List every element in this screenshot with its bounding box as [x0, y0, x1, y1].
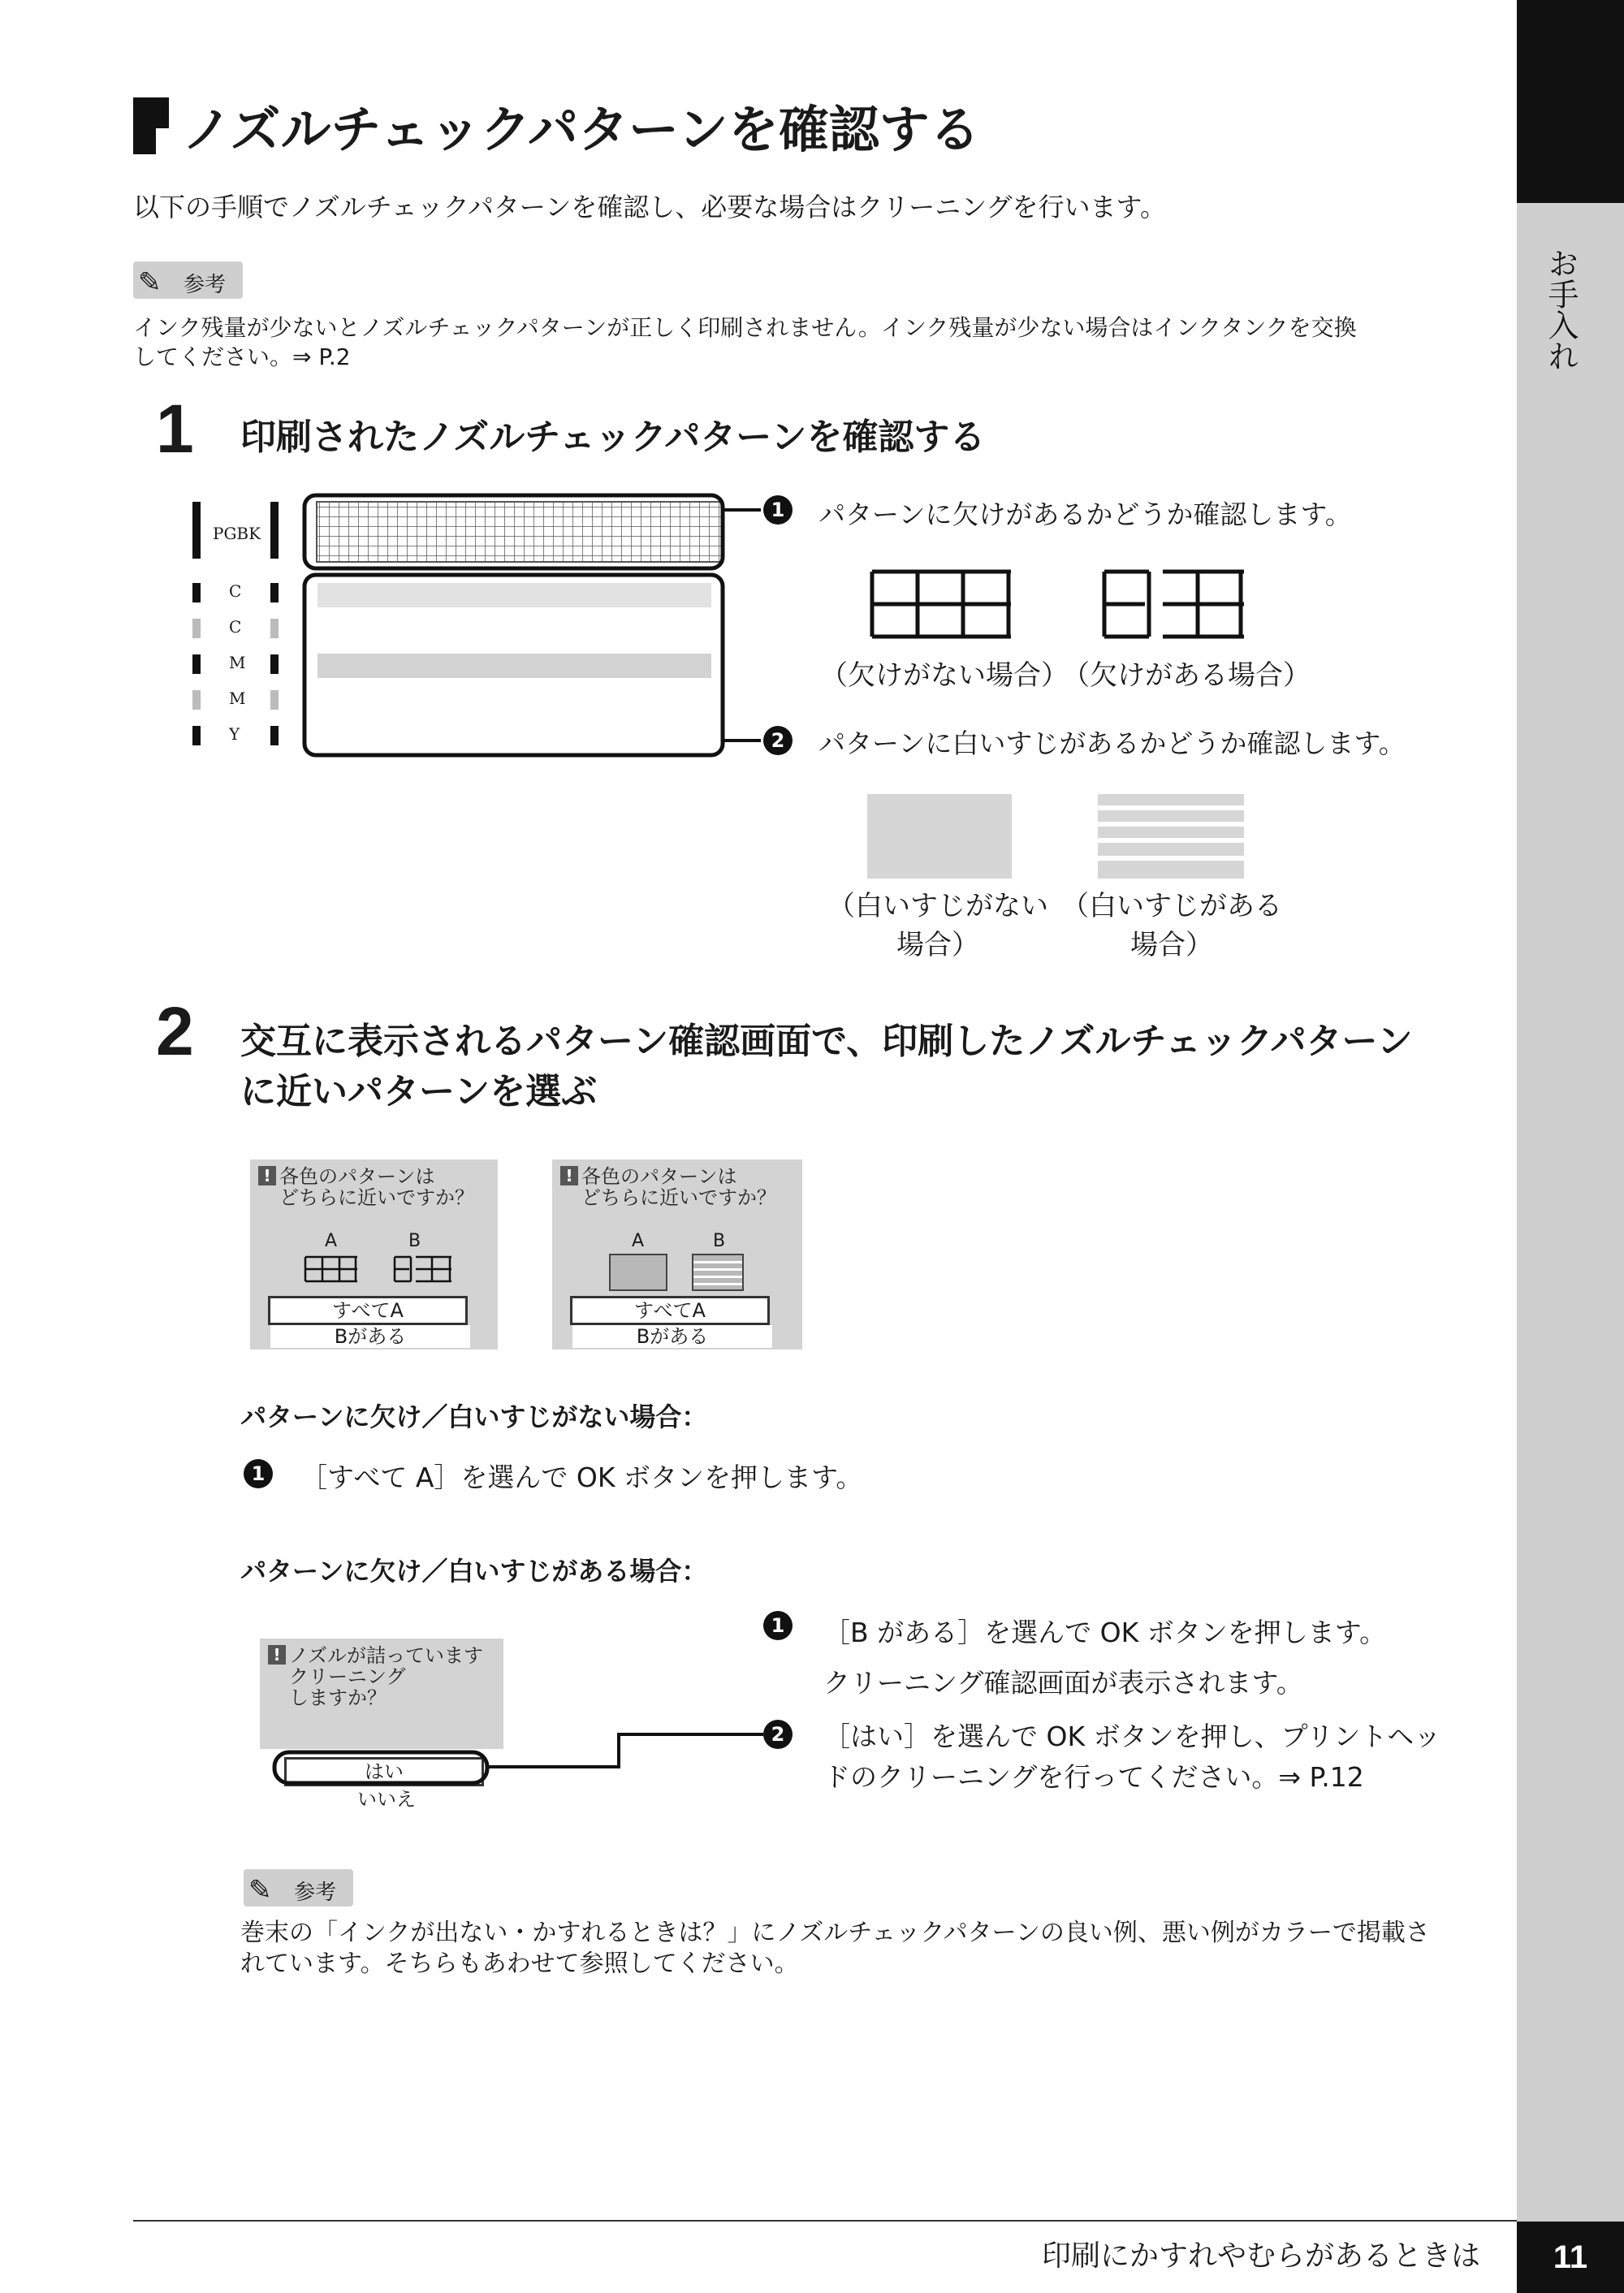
case-ng-1-line: ［B がある］を選んで OK ボタンを押します。	[823, 1617, 1387, 1648]
note-badge	[133, 261, 243, 299]
option-no[interactable]: いいえ	[287, 1788, 486, 1811]
lcd-screen-streak	[552, 1159, 802, 1349]
footer-divider	[133, 2220, 1517, 2222]
color-label-pgbk: PGBK	[213, 524, 261, 543]
caption-line: （白いすじがない	[827, 890, 1048, 922]
caption-streak	[1054, 887, 1289, 965]
step-number: 2	[156, 993, 194, 1069]
point-1-marker: 1	[763, 495, 793, 525]
note-badge-label: 参考	[184, 273, 227, 297]
caption-no-streak	[820, 887, 1056, 965]
footer-section-title: 印刷にかすれやむらがあるときは	[1042, 2239, 1481, 2273]
case-ng-1-marker: 1	[763, 1611, 793, 1640]
step-title: 印刷されたノズルチェックパターンを確認する	[240, 417, 986, 458]
caption-line: （白いすじがある	[1061, 890, 1282, 922]
caption-line: 場合）	[1130, 929, 1213, 961]
label-b: B	[408, 1231, 421, 1251]
step-title-line: に近いパターンを選ぶ	[240, 1071, 598, 1112]
note-line: 巻末の「インクが出ない・かすれるときは？」にノズルチェックパターンの良い例、悪い例がカラーで掲載さ	[240, 1919, 1430, 1947]
lcd-message	[258, 1166, 474, 1208]
lcd-message-line: どちらに近いですか？	[581, 1186, 776, 1209]
caption-gap: （欠けがある場合）	[1062, 659, 1311, 692]
lead-text: 以下の手順でノズルチェックパターンを確認し、必要な場合はクリーニングを行います。	[133, 192, 1167, 222]
color-label-m: M	[229, 653, 246, 672]
lcd-message-line: どちらに近いですか？	[279, 1186, 474, 1209]
color-label-c: C	[229, 581, 242, 601]
point-2-text: パターンに白いすじがあるかどうか確認します。	[818, 728, 1406, 759]
case-ok-marker: 1	[244, 1459, 273, 1488]
exclamation-icon: !	[268, 1645, 286, 1665]
step-number: 1	[156, 391, 194, 467]
sidebar-tab-label: お手入れ	[1543, 248, 1579, 371]
streak-icon	[692, 1254, 744, 1291]
note-text	[133, 313, 1514, 372]
streak-sample	[1098, 794, 1244, 879]
gap-examples	[869, 568, 1259, 641]
case-ng-1-text	[823, 1608, 1386, 1708]
lcd-message-line: しますか？	[289, 1686, 387, 1709]
paperclip-icon: ✎	[248, 1874, 272, 1907]
title-mark-icon-top	[156, 97, 169, 128]
exclamation-icon: !	[560, 1166, 578, 1185]
connector-figure	[268, 1624, 804, 1803]
case-ng-heading: パターンに欠け／白いすじがある場合：	[240, 1556, 708, 1587]
option-b-present[interactable]: Bがある	[572, 1325, 772, 1348]
case-ng-2-line: ［はい］を選んで OK ボタンを押し、プリントヘッ	[823, 1721, 1441, 1752]
color-label-c-light: C	[229, 617, 242, 637]
label-b: B	[713, 1231, 726, 1251]
note-line: してください。⇒ P.2	[133, 343, 351, 370]
option-all-a[interactable]: すべてA	[268, 1296, 468, 1325]
note-badge-label: 参考	[294, 1881, 337, 1905]
label-a: A	[632, 1231, 645, 1251]
exclamation-icon: !	[258, 1166, 276, 1185]
note-badge	[244, 1869, 353, 1907]
color-label-y: Y	[229, 724, 240, 744]
step-title	[240, 1017, 1413, 1117]
option-yes[interactable]: はい	[284, 1757, 484, 1786]
option-b-present[interactable]: Bがある	[270, 1325, 470, 1348]
paperclip-icon: ✎	[138, 266, 162, 299]
sidebar-block	[1517, 0, 1624, 203]
point-2-marker: 2	[763, 726, 793, 755]
no-streak-icon	[609, 1254, 667, 1291]
lcd-message-line: 各色のパターンは	[581, 1165, 737, 1188]
note-text	[240, 1918, 1507, 1980]
case-ng-2-line: ドのクリーニングを行ってください。⇒ P.12	[823, 1761, 1364, 1793]
page-number: 11	[1517, 2222, 1624, 2293]
caption-line: 場合）	[896, 929, 979, 961]
lcd-message-line: 各色のパターンは	[279, 1165, 435, 1188]
lcd-screen-gap	[250, 1159, 498, 1349]
color-label-m-light: M	[229, 689, 246, 708]
no-streak-sample	[867, 794, 1012, 879]
title-mark-icon	[133, 97, 156, 154]
case-ng-1-line: クリーニング確認画面が表示されます。	[823, 1667, 1303, 1699]
lcd-message-line: クリーニング	[289, 1665, 406, 1688]
note-line: れています。そちらもあわせて参照してください。	[240, 1950, 799, 1978]
lcd-message	[560, 1166, 776, 1208]
case-ng-2-marker: 2	[763, 1720, 793, 1749]
gap-pattern-icons	[304, 1254, 458, 1286]
case-ok-heading: パターンに欠け／白いすじがない場合：	[240, 1401, 708, 1432]
case-ng-2-text	[823, 1717, 1440, 1798]
option-all-a[interactable]: すべてA	[570, 1296, 770, 1325]
point-1-text: パターンに欠けがあるかどうか確認します。	[818, 499, 1352, 530]
note-line: インク残量が少ないとノズルチェックパターンが正しく印刷されません。インク残量が少ない場合はインクタンクを交換	[133, 314, 1357, 341]
step-title-line: 交互に表示されるパターン確認画面で、印刷したノズルチェックパターン	[240, 1021, 1413, 1062]
caption-no-gap: （欠けがない場合）	[820, 659, 1069, 692]
label-a: A	[325, 1231, 338, 1251]
nozzle-pattern-figure	[183, 487, 784, 763]
case-ok-text: ［すべて A］を選んで OK ボタンを押します。	[300, 1462, 863, 1493]
page-title: ノズルチェックパターンを確認する	[182, 100, 980, 159]
lcd-message-line: ノズルが詰っています	[289, 1644, 484, 1667]
